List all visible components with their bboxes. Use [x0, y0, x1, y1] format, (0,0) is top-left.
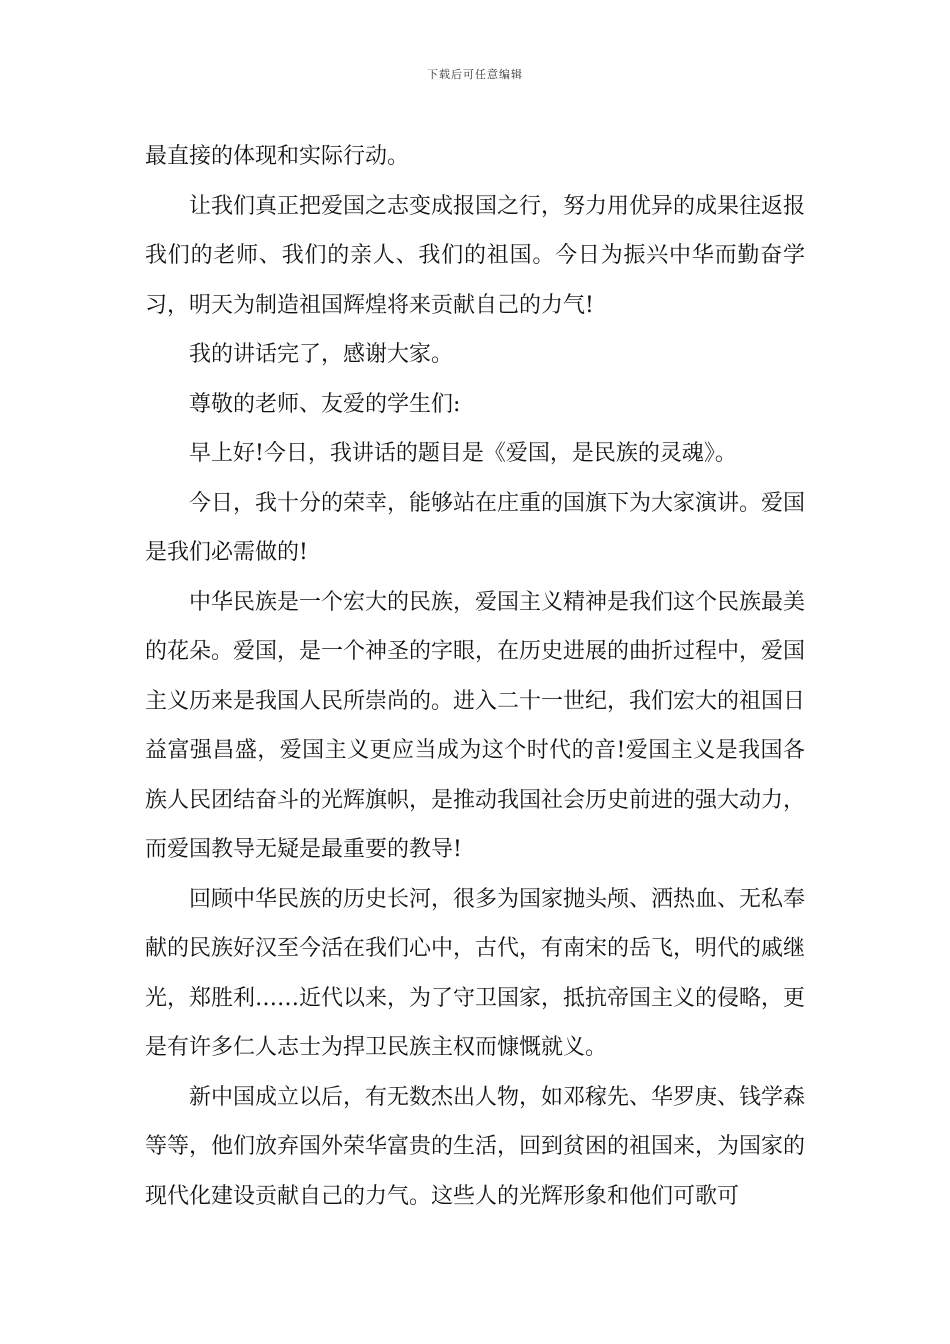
paragraph: 中华民族是一个宏大的民族，爱国主义精神是我们这个民族最美的花朵。爱国，是一个神圣的字眼，在历史进展的曲折过程中，爱国主义历来是我国人民所崇尚的。进入二十一世纪，我们宏大的祖国日益富强昌盛，爱国主义更应当成为这个时代的音!爱国主义是我国各族人民团结奋斗的光辉旗帜，是推动我国社会历史前进的强大动力，而爱国教导无疑是最重要的教导!	[145, 589, 806, 862]
paragraph: 我的讲话完了，感谢大家。	[189, 342, 454, 367]
paragraph: 今日，我十分的荣幸，能够站在庄重的国旗下为大家演讲。爱国是我们必需做的!	[145, 490, 806, 565]
document-body	[145, 132, 805, 1221]
paragraph: 尊敬的老师、友爱的学生们:	[189, 391, 461, 417]
paragraph: 让我们真正把爱国之志变成报国之行，努力用优异的成果往返报我们的老师、我们的亲人、我们的祖国。今日为振兴中华而勤奋学习，明天为制造祖国辉煌将来贡献自己的力气!	[145, 193, 806, 318]
paragraph: 最直接的体现和实际行动。	[145, 144, 410, 169]
header-note: 下载后可任意编辑	[427, 68, 523, 81]
paragraph: 早上好!今日，我讲话的题目是《爱国，是民族的灵魂》。	[189, 441, 737, 466]
paragraph: 回顾中华民族的历史长河，很多为国家抛头颅、洒热血、无私奉献的民族好汉至今活在我们心中，古代，有南宋的岳飞，明代的戚继光，郑胜利……近代以来，为了守卫国家，抵抗帝国主义的侵略，更是有许多仁人志士为捍卫民族主权而慷慨就义。	[145, 886, 806, 1060]
paragraph: 新中国成立以后，有无数杰出人物，如邓稼先、华罗庚、钱学森等等，他们放弃国外荣华富贵的生活，回到贫困的祖国来，为国家的现代化建设贡献自己的力气。这些人的光辉形象和他们可歌可	[145, 1084, 806, 1209]
